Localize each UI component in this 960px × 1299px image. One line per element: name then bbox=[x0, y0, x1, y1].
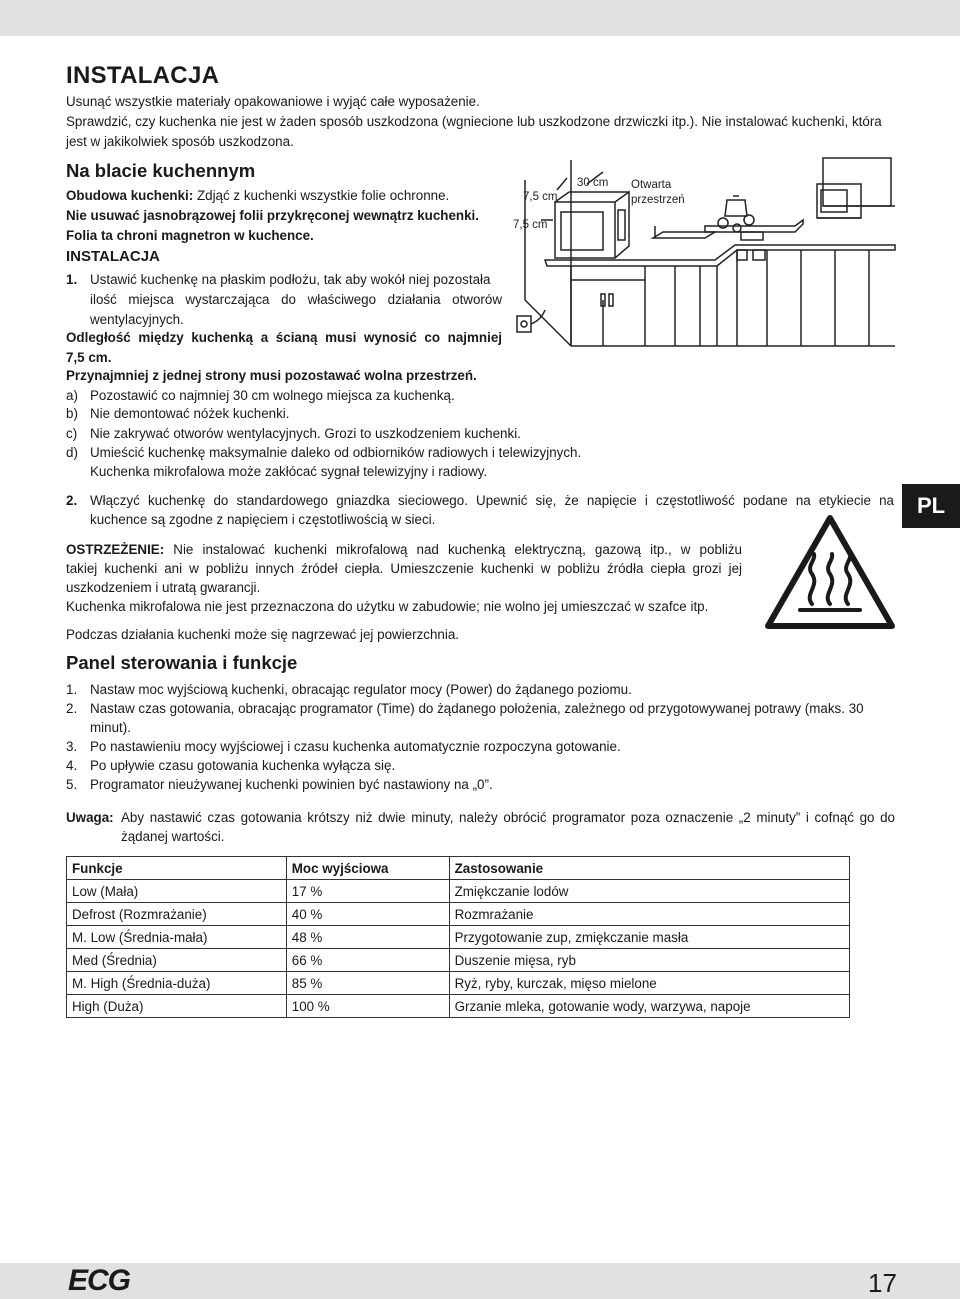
label-open-space-1: Otwarta bbox=[631, 179, 672, 191]
table-cell: 100 % bbox=[286, 995, 449, 1018]
warning-label: OSTRZEŻENIE: bbox=[66, 542, 165, 557]
distance-line-2: 7,5 cm. bbox=[66, 350, 112, 365]
mica-line-2: Folia ta chroni magnetron w kuchence. bbox=[66, 228, 314, 243]
table-cell: Przygotowanie zup, zmiękczanie masła bbox=[449, 926, 849, 949]
panel-step-4-text: Po upływie czasu gotowania kuchenka wyłącza się. bbox=[90, 758, 396, 773]
table-cell: Duszenie mięsa, ryb bbox=[449, 949, 849, 972]
warning-line-3: uszkodzeniem i utratą gwarancji. bbox=[66, 580, 261, 595]
header-bar bbox=[0, 0, 960, 36]
note-label: Uwaga: bbox=[66, 810, 114, 825]
item-c-letter: c) bbox=[66, 426, 78, 441]
panel-step-5-number: 5. bbox=[66, 777, 78, 792]
item-b-text: Nie demontować nóżek kuchenki. bbox=[90, 406, 290, 421]
panel-step-4-number: 4. bbox=[66, 758, 78, 773]
header-functions: Funkcje bbox=[67, 857, 287, 880]
warning-text-1: Nie instalować kuchenki mikrofalową nad kuchenką elektryczną, gazową itp., w pobliżu bbox=[164, 542, 742, 557]
item-d-letter: d) bbox=[66, 445, 78, 460]
table-cell: 48 % bbox=[286, 926, 449, 949]
warning-line-5: Podczas działania kuchenki może się nagrzewać jej powierzchnia. bbox=[66, 627, 459, 642]
panel-step-2-text: Nastaw czas gotowania, obracając programator (Time) do żądanego położenia, zależnego od przygotowywanej potrawy (maks. 30 bbox=[90, 701, 864, 716]
table-cell: 85 % bbox=[286, 972, 449, 995]
step2-line-2: kuchence są zgodne z napięciem i częstotliwością w sieci. bbox=[90, 512, 436, 527]
step1-number: 1. bbox=[66, 272, 78, 287]
panel-step-2-continuation: minut). bbox=[90, 720, 131, 735]
panel-heading: Panel sterowania i funkcje bbox=[66, 652, 298, 673]
brand-logo: ECG bbox=[68, 1264, 131, 1297]
intro-line-2: Sprawdzić, czy kuchenka nie jest w żaden sposób uszkodzona (wgniecione lub uszkodzone drzwiczki itp.). Nie instalować kuchenki, która bbox=[66, 114, 882, 129]
table-header-row bbox=[67, 857, 850, 880]
table-cell: Med (Średnia) bbox=[67, 949, 287, 972]
warning-line-4: Kuchenka mikrofalowa nie jest przeznaczona do użytku w zabudowie; nie wolno jej umieszczać w szafce itp. bbox=[66, 599, 709, 614]
table-cell: 17 % bbox=[286, 880, 449, 903]
table-row bbox=[67, 926, 850, 949]
mica-line-1: Nie usuwać jasnobrązowej folii przykręconej wewnątrz kuchenki. bbox=[66, 208, 479, 223]
panel-step-3-text: Po nastawieniu mocy wyjściowej i czasu kuchenka automatycznie rozpoczyna gotowanie. bbox=[90, 739, 621, 754]
install-subheading: INSTALACJA bbox=[66, 248, 160, 265]
item-b-letter: b) bbox=[66, 406, 78, 421]
table-cell: Rozmrażanie bbox=[449, 903, 849, 926]
panel-step-1-text: Nastaw moc wyjściową kuchenki, obracając regulator mocy (Power) do żądanego poziomu. bbox=[90, 682, 632, 697]
countertop-heading: Na blacie kuchennym bbox=[66, 160, 256, 181]
table-row bbox=[67, 995, 850, 1018]
table-row bbox=[67, 972, 850, 995]
table-row bbox=[67, 949, 850, 972]
table-cell: Defrost (Rozmrażanie) bbox=[67, 903, 287, 926]
table-cell: High (Duża) bbox=[67, 995, 287, 1018]
table-cell: Zmiękczanie lodów bbox=[449, 880, 849, 903]
housing-text: Zdjąć z kuchenki wszystkie folie ochronne. bbox=[193, 188, 450, 203]
table-cell: 66 % bbox=[286, 949, 449, 972]
item-a-text: Pozostawić co najmniej 30 cm wolnego miejsca za kuchenką. bbox=[90, 388, 455, 403]
table-row bbox=[67, 903, 850, 926]
housing-label: Obudowa kuchenki: bbox=[66, 188, 194, 203]
header-usage: Zastosowanie bbox=[449, 857, 849, 880]
power-levels-table bbox=[66, 856, 850, 1018]
step2-number: 2. bbox=[66, 493, 78, 508]
table-cell: Grzanie mleka, gotowanie wody, warzywa, napoje bbox=[449, 995, 849, 1018]
footer-bar bbox=[0, 1263, 960, 1299]
panel-step-1-number: 1. bbox=[66, 682, 78, 697]
note-line-1: Aby nastawić czas gotowania krótszy niż dwie minuty, należy obrócić programator poza oznaczenie „2 minuty” i cofnąć go do bbox=[121, 810, 895, 825]
note-line-2: żądanej wartości. bbox=[121, 829, 225, 844]
step1-line-1: Ustawić kuchenkę na płaskim podłożu, tak aby wokół niej pozostała bbox=[90, 272, 491, 287]
warning-line-2: takiej kuchenki ani w pobliżu innych źródeł ciepła. Umieszczenie kuchenki w pobliżu źródła ciepła grozi jej bbox=[66, 561, 742, 576]
table-cell: M. High (Średnia-duża) bbox=[67, 972, 287, 995]
table-row bbox=[67, 880, 850, 903]
kitchen-installation-diagram bbox=[505, 150, 905, 370]
header-power: Moc wyjściowa bbox=[286, 857, 449, 880]
intro-line-3: jest w jakikolwiek sposób uszkodzona. bbox=[66, 134, 294, 149]
table-cell: M. Low (Średnia-mała) bbox=[67, 926, 287, 949]
label-open-space-2: przestrzeń bbox=[631, 194, 685, 206]
table-cell: 40 % bbox=[286, 903, 449, 926]
language-tab: PL bbox=[902, 484, 960, 528]
page-number: 17 bbox=[868, 1268, 897, 1298]
panel-step-2-number: 2. bbox=[66, 701, 78, 716]
label-top-gap: 7,5 cm bbox=[523, 191, 558, 203]
hot-surface-warning-icon bbox=[762, 512, 898, 634]
housing-paragraph bbox=[66, 186, 449, 206]
table-cell: Low (Mała) bbox=[67, 880, 287, 903]
free-side-text: Przynajmniej z jednej strony musi pozostawać wolna przestrzeń. bbox=[66, 368, 477, 383]
warning-line-1 bbox=[66, 540, 742, 560]
panel-step-5-text: Programator nieużywanej kuchenki powinien być nastawiony na „0”. bbox=[90, 777, 493, 792]
step1-line-2: ilość miejsca wystarczająca do właściwego działania otworów bbox=[90, 292, 502, 307]
intro-line-1: Usunąć wszystkie materiały opakowaniowe i wyjąć całe wyposażenie. bbox=[66, 94, 480, 109]
label-side-gap: 7,5 cm bbox=[513, 219, 548, 231]
item-d-text: Umieścić kuchenkę maksymalnie daleko od odbiorników radiowych i telewizyjnych. bbox=[90, 445, 582, 460]
item-c-text: Nie zakrywać otworów wentylacyjnych. Grozi to uszkodzeniem kuchenki. bbox=[90, 426, 521, 441]
step1-line-3: wentylacyjnych. bbox=[90, 312, 184, 327]
table-cell: Ryż, ryby, kurczak, mięso mielone bbox=[449, 972, 849, 995]
label-30cm: 30 cm bbox=[577, 177, 609, 189]
item-a-letter: a) bbox=[66, 388, 78, 403]
step2-line-1: Włączyć kuchenkę do standardowego gniazdka sieciowego. Upewnić się, że napięcie i częstotliwość podane na etykiecie na bbox=[90, 493, 894, 508]
page-title: INSTALACJA bbox=[66, 62, 220, 89]
distance-line-1: Odległość między kuchenką a ścianą musi wynosić co najmniej bbox=[66, 330, 502, 345]
panel-step-3-number: 3. bbox=[66, 739, 78, 754]
item-d-continuation: Kuchenka mikrofalowa może zakłócać sygnał telewizyjny i radiowy. bbox=[90, 464, 488, 479]
